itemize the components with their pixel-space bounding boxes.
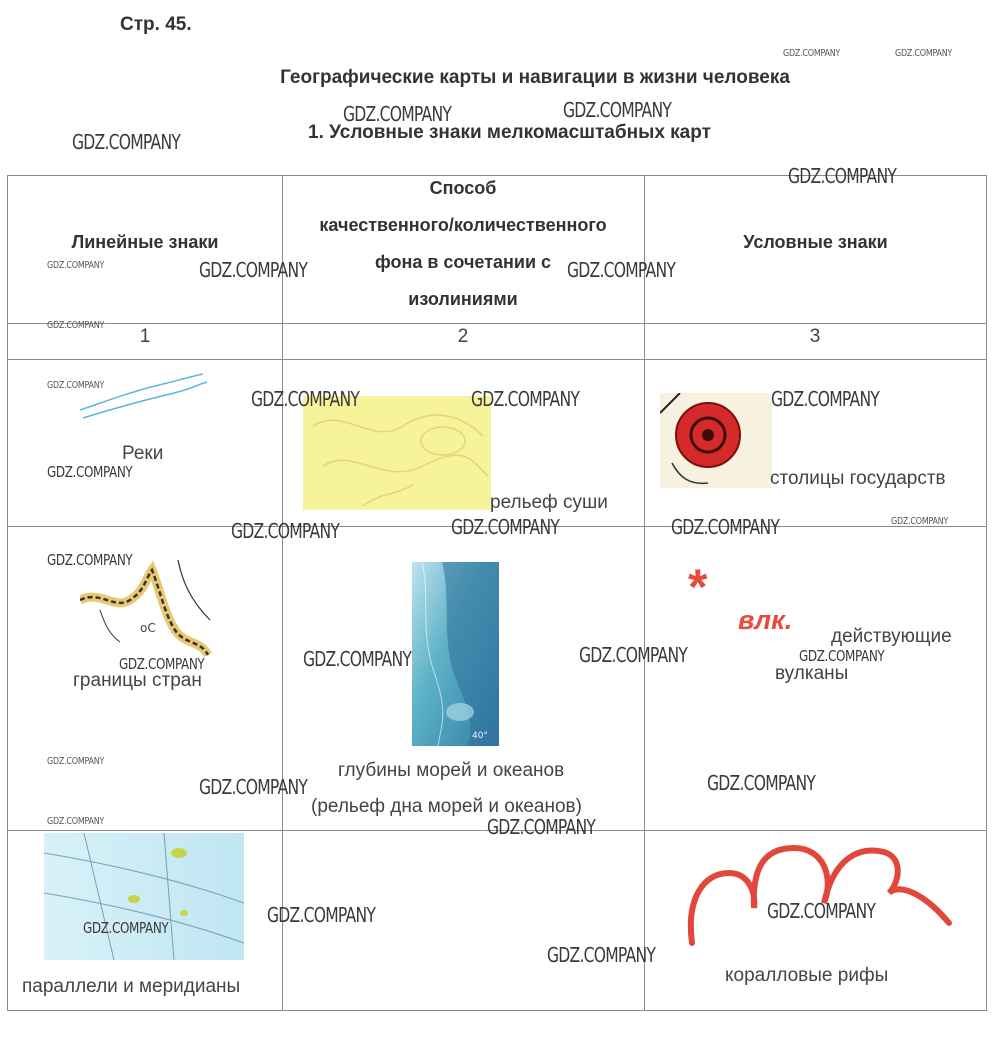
table-divider <box>7 323 987 324</box>
section-title: 1. Условные знаки мелкомасштабных карт <box>308 122 711 143</box>
depths-sublabel: (рельеф дна морей и океанов) <box>311 796 582 817</box>
relief-fill-icon <box>303 396 491 510</box>
watermark: GDZ.COMPANY <box>231 519 340 543</box>
watermark: GDZ.COMPANY <box>119 655 205 673</box>
table-column-divider <box>644 175 645 1011</box>
column-number-3: 3 <box>809 326 821 347</box>
watermark: GDZ.COMPANY <box>767 899 876 923</box>
watermark: GDZ.COMPANY <box>199 258 308 282</box>
volcano-sublabel: вулканы <box>775 663 849 684</box>
watermark: GDZ.COMPANY <box>72 130 181 154</box>
header-line: фона в сочетании с <box>374 252 552 272</box>
table-border-bottom <box>7 1010 987 1011</box>
watermark: GDZ.COMPANY <box>47 551 133 569</box>
watermark: GDZ.COMPANY <box>47 260 105 271</box>
header-line: изолиниями <box>408 289 518 309</box>
volcano-star-icon: * <box>688 559 708 615</box>
capital-symbol-icon <box>660 393 772 488</box>
watermark: GDZ.COMPANY <box>267 903 376 927</box>
watermark: GDZ.COMPANY <box>83 919 169 937</box>
rivers-label: Реки <box>122 443 164 464</box>
watermark: GDZ.COMPANY <box>707 771 816 795</box>
watermark: GDZ.COMPANY <box>783 48 841 59</box>
watermark: GDZ.COMPANY <box>799 647 885 665</box>
watermark: GDZ.COMPANY <box>199 775 308 799</box>
watermark: GDZ.COMPANY <box>251 387 360 411</box>
page-title: Географические карты и навигации в жизни человека <box>280 67 790 88</box>
watermark: GDZ.COMPANY <box>487 815 596 839</box>
page-number: Стр. 45. <box>120 14 192 35</box>
ocean-depth-map-icon <box>412 562 499 746</box>
watermark: GDZ.COMPANY <box>563 98 672 122</box>
watermark: GDZ.COMPANY <box>671 515 780 539</box>
watermark: GDZ.COMPANY <box>579 643 688 667</box>
watermark: GDZ.COMPANY <box>771 387 880 411</box>
border-symbol-icon <box>80 560 212 658</box>
header-line: качественного/количественного <box>319 215 607 235</box>
watermark: GDZ.COMPANY <box>47 320 105 331</box>
column-number-2: 2 <box>457 326 469 347</box>
table-border-left <box>7 175 8 1011</box>
coral-reef-symbol-icon <box>684 838 959 948</box>
watermark: GDZ.COMPANY <box>567 258 676 282</box>
capitals-label: столицы государств <box>770 468 946 489</box>
volcano-abbreviation: влк. <box>738 605 793 635</box>
volcano-label: действующие <box>831 626 952 647</box>
header-linear-signs: Линейные знаки <box>71 232 219 252</box>
borders-label: границы стран <box>73 670 202 691</box>
watermark: GDZ.COMPANY <box>895 48 953 59</box>
watermark: GDZ.COMPANY <box>303 647 412 671</box>
relief-label: рельеф суши <box>490 492 608 513</box>
watermark: GDZ.COMPANY <box>547 943 656 967</box>
table-divider <box>7 359 987 360</box>
watermark: GDZ.COMPANY <box>47 756 105 767</box>
watermark: GDZ.COMPANY <box>471 387 580 411</box>
watermark: GDZ.COMPANY <box>47 380 105 391</box>
reefs-label: коралловые рифы <box>725 965 889 986</box>
depth-mark: 40° <box>472 731 488 741</box>
watermark: GDZ.COMPANY <box>788 164 897 188</box>
svg-text:оС: оС <box>140 621 156 635</box>
column-number-1: 1 <box>139 326 151 347</box>
watermark: GDZ.COMPANY <box>891 516 949 527</box>
graticule-label: параллели и меридианы <box>22 976 241 997</box>
watermark: GDZ.COMPANY <box>451 515 560 539</box>
watermark: GDZ.COMPANY <box>47 816 105 827</box>
table-border-right <box>986 175 987 1011</box>
header-background-method <box>282 170 644 318</box>
header-symbols: Условные знаки <box>743 232 888 252</box>
header-line: Способ <box>429 178 497 198</box>
graticule-map-icon <box>44 833 244 960</box>
watermark: GDZ.COMPANY <box>343 102 452 126</box>
watermark: GDZ.COMPANY <box>47 463 133 481</box>
depths-label: глубины морей и океанов <box>338 760 565 781</box>
